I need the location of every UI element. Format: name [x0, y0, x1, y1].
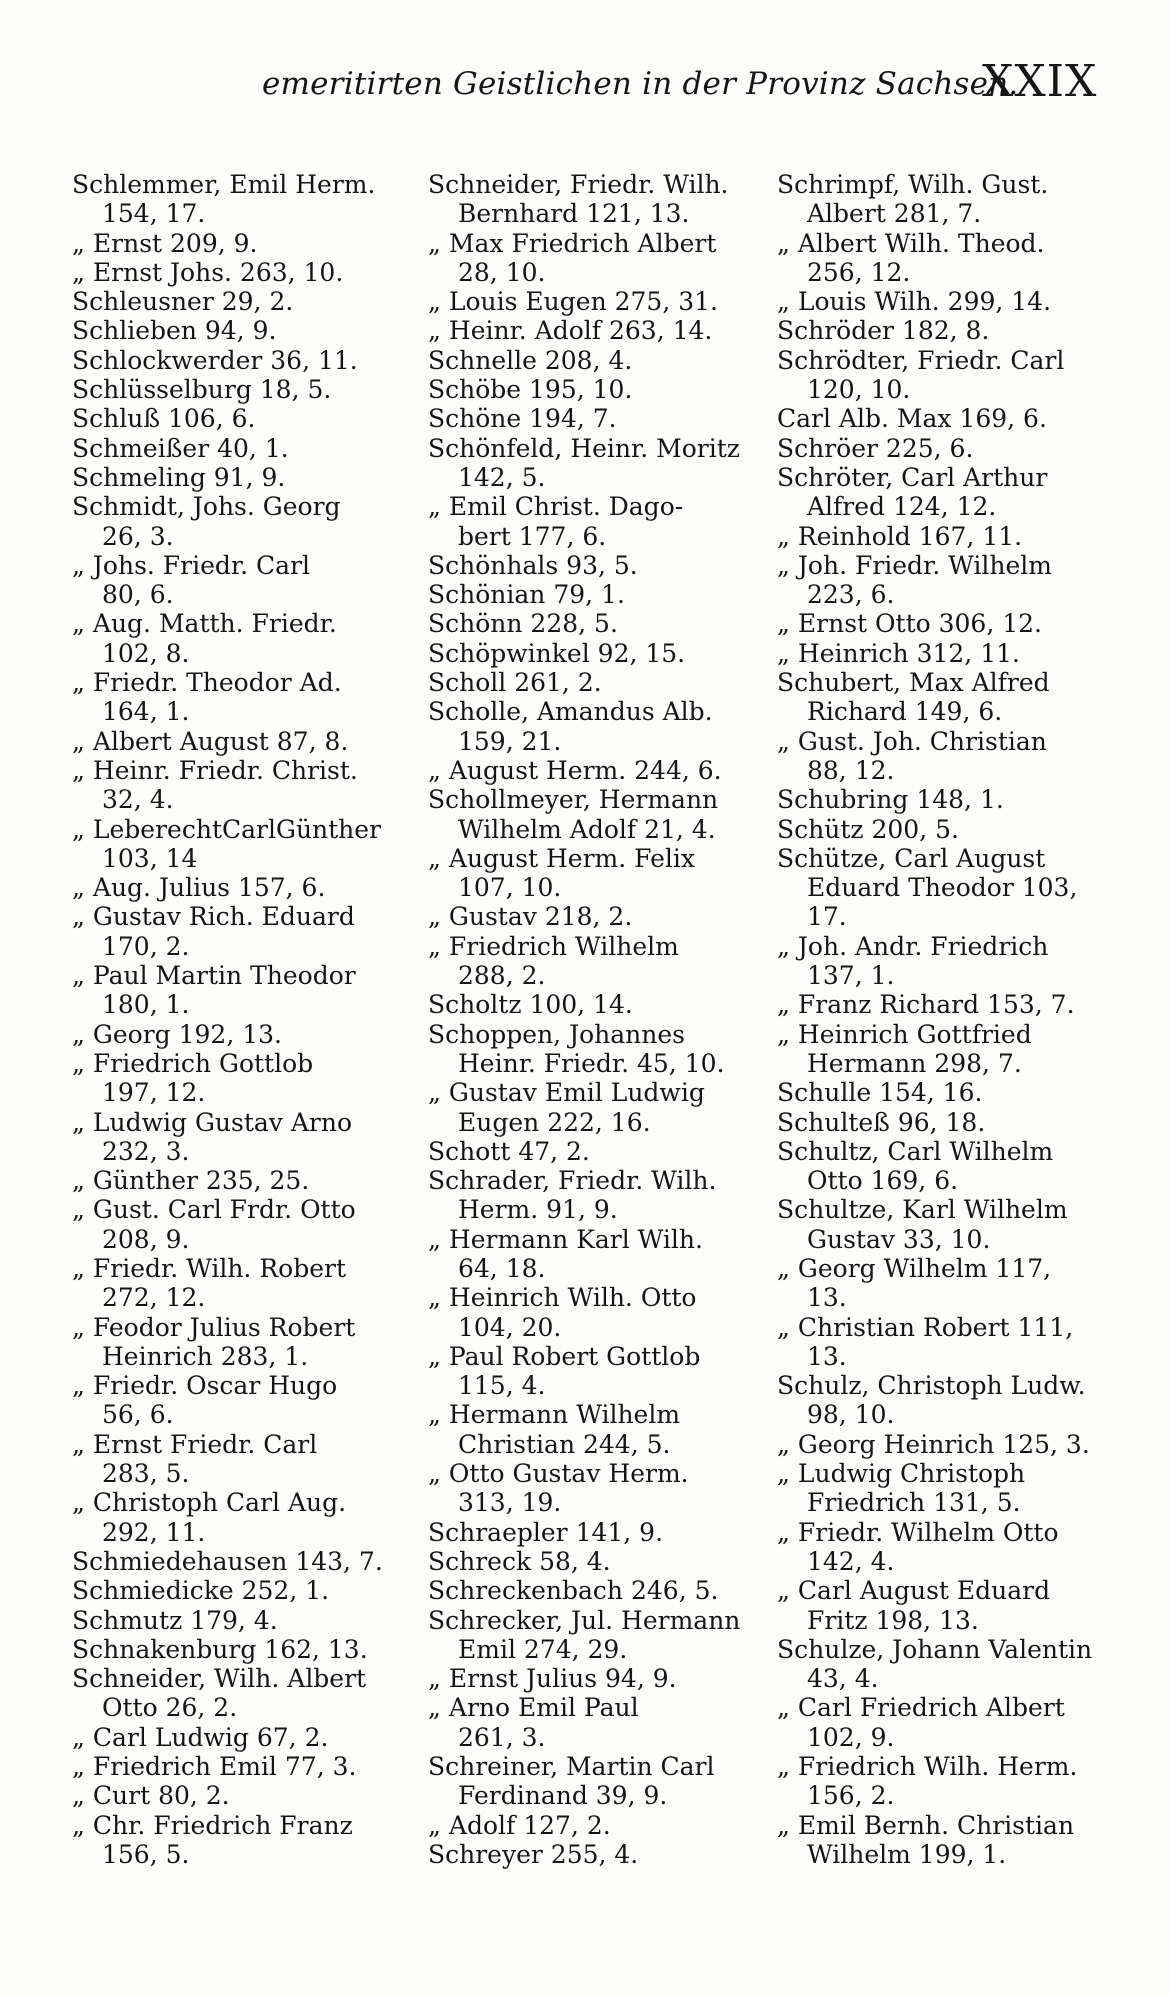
running-title: emeritirten Geistlichen in der Provinz Sachsen.: [262, 66, 1019, 102]
index-entry-continuation: 272, 12.: [102, 1283, 206, 1313]
index-entry: [428, 434, 758, 493]
index-entry-line: Schneider, Friedr. Wilh.: [428, 170, 729, 199]
index-entry: [777, 1195, 1117, 1254]
index-entry-line: Schreckenbach 246, 5.: [428, 1576, 719, 1606]
index-entry-continuation: Bernhard 121, 13.: [458, 199, 690, 229]
index-entry: [72, 1723, 392, 1752]
index-entry: [777, 1752, 1117, 1811]
index-entry-line: „ Friedrich Gottlob: [72, 1048, 314, 1078]
index-entry: [428, 1137, 758, 1166]
index-entry-line: Schmutz 179, 4.: [72, 1605, 278, 1635]
index-entry-line: „ Gustav Rich. Eduard: [72, 902, 355, 932]
index-entry: [777, 815, 1117, 844]
index-entry-line: Schneider, Wilh. Albert: [72, 1664, 367, 1694]
index-entry: [777, 990, 1117, 1019]
index-entry: [777, 844, 1117, 932]
index-entry-continuation: 88, 12.: [807, 755, 895, 785]
index-entry-line: Schröter, Carl Arthur: [777, 462, 1048, 492]
index-entry: [72, 668, 392, 727]
index-entry: [72, 1108, 392, 1167]
index-entry-continuation: 115, 4.: [458, 1371, 546, 1401]
index-entry-line: Schrödter, Friedr. Carl: [777, 345, 1065, 375]
index-entry: [428, 1518, 758, 1547]
index-entry-line: „ Heinrich Gottfried: [777, 1019, 1032, 1049]
index-entry: [72, 346, 392, 375]
index-entry-line: Schollmeyer, Hermann: [428, 785, 719, 815]
index-entry-line: „ Emil Christ. Dago-: [428, 492, 684, 522]
index-entry-line: „ Gustav 218, 2.: [428, 902, 633, 932]
index-entry: [72, 1606, 392, 1635]
index-entry: [72, 1254, 392, 1313]
index-entry-continuation: bert 177, 6.: [458, 521, 607, 551]
index-entry: [428, 170, 758, 229]
index-entry-line: „ Arno Emil Paul: [428, 1693, 639, 1723]
index-entry-line: Schulz, Christoph Ludw.: [777, 1371, 1086, 1401]
index-entry: [428, 346, 758, 375]
index-entry: [428, 580, 758, 609]
index-entry: [777, 1459, 1117, 1518]
index-entry-line: „ Aug. Matth. Friedr.: [72, 609, 337, 639]
index-entry-line: Schlieben 94, 9.: [72, 316, 277, 346]
index-entry-continuation: 98, 10.: [807, 1400, 895, 1430]
index-entry: [777, 1430, 1117, 1459]
index-entry-continuation: 232, 3.: [102, 1136, 190, 1166]
index-entry-line: „ Albert Wilh. Theod.: [777, 228, 1045, 258]
index-entry-line: „ Aug. Julius 157, 6.: [72, 873, 326, 903]
index-entry-continuation: 107, 10.: [458, 873, 562, 903]
index-entry: [428, 668, 758, 697]
index-entry: [72, 1195, 392, 1254]
index-entry-line: „ Gust. Carl Frdr. Otto: [72, 1195, 356, 1225]
index-entry-line: „ LeberechtCarlGünther: [72, 814, 382, 844]
index-entry: [72, 1635, 392, 1664]
index-entry: [428, 229, 758, 288]
index-entry-line: „ Gust. Joh. Christian: [777, 726, 1047, 756]
index-entry: [72, 492, 392, 551]
index-entry-line: „ Reinhold 167, 11.: [777, 521, 1023, 551]
index-entry-continuation: Alfred 124, 12.: [807, 492, 997, 522]
index-entry: [777, 1635, 1117, 1694]
index-entry: [72, 1547, 392, 1576]
index-entry-line: Schleusner 29, 2.: [72, 287, 294, 317]
index-entry-line: Schubring 148, 1.: [777, 785, 1004, 815]
index-entry: [777, 1254, 1117, 1313]
index-entry-line: Schnakenburg 162, 13.: [72, 1634, 368, 1664]
index-column-1: [72, 170, 392, 1869]
index-entry: [72, 316, 392, 345]
index-entry-continuation: Hermann 298, 7.: [807, 1048, 1022, 1078]
index-entry-line: „ Friedrich Emil 77, 3.: [72, 1752, 357, 1782]
index-entry-line: „ Otto Gustav Herm.: [428, 1459, 689, 1489]
index-entry: [428, 1752, 758, 1811]
index-entry-line: „ Joh. Andr. Friedrich: [777, 931, 1049, 961]
index-entry: [72, 463, 392, 492]
index-entry-line: Schoppen, Johannes: [428, 1019, 685, 1049]
index-entry: [428, 1166, 758, 1225]
index-entry: [72, 1664, 392, 1723]
index-entry-line: „ Hermann Wilhelm: [428, 1400, 681, 1430]
index-entry: [428, 1400, 758, 1459]
index-entry-line: Schluß 106, 6.: [72, 404, 256, 434]
index-entry-line: „ Paul Martin Theodor: [72, 961, 356, 991]
index-entry: [428, 1342, 758, 1401]
index-entry-line: Scholtz 100, 14.: [428, 990, 633, 1020]
index-entry: [428, 639, 758, 668]
index-entry: [428, 1693, 758, 1752]
index-entry-continuation: Herm. 91, 9.: [458, 1195, 618, 1225]
index-entry-line: „ Feodor Julius Robert: [72, 1312, 356, 1342]
index-entry: [72, 1313, 392, 1372]
index-entry-line: Schultz, Carl Wilhelm: [777, 1136, 1054, 1166]
index-entry-line: „ Franz Richard 153, 7.: [777, 990, 1075, 1020]
index-entry: [777, 1371, 1117, 1430]
index-entry: [777, 668, 1117, 727]
index-entry: [72, 1020, 392, 1049]
index-entry-line: Schmiedicke 252, 1.: [72, 1576, 330, 1606]
index-entry-continuation: 56, 6.: [102, 1400, 174, 1430]
index-entry: [72, 1488, 392, 1547]
index-entry-continuation: 292, 11.: [102, 1517, 206, 1547]
index-entry: [428, 1547, 758, 1576]
index-entry-continuation: Heinrich 283, 1.: [102, 1341, 309, 1371]
index-entry-line: „ Ludwig Christoph: [777, 1459, 1026, 1489]
index-entry-line: „ Adolf 127, 2.: [428, 1810, 611, 1840]
index-entry: [72, 609, 392, 668]
index-entry: [428, 756, 758, 785]
index-entry-line: Scholle, Amandus Alb.: [428, 697, 713, 727]
index-entry-continuation: 17.: [807, 902, 847, 932]
index-entry-line: Schubert, Max Alfred: [777, 668, 1050, 698]
page-number: XXIX: [982, 56, 1098, 107]
index-entry-line: „ Friedrich Wilh. Herm.: [777, 1752, 1078, 1782]
index-entry: [72, 1811, 392, 1870]
index-entry-continuation: 197, 12.: [102, 1078, 206, 1108]
index-entry: [72, 1371, 392, 1430]
index-entry-line: „ Ernst Julius 94, 9.: [428, 1664, 677, 1694]
index-entry: [72, 1430, 392, 1489]
index-entry-line: „ Friedr. Theodor Ad.: [72, 668, 342, 698]
index-entry-line: „ Carl August Eduard: [777, 1576, 1051, 1606]
index-entry: [777, 551, 1117, 610]
index-entry-line: „ Emil Bernh. Christian: [777, 1810, 1075, 1840]
index-entry-continuation: Gustav 33, 10.: [807, 1224, 991, 1254]
index-entry: [72, 1781, 392, 1810]
index-entry-line: Schröder 182, 8.: [777, 316, 990, 346]
index-entry-line: „ August Herm. 244, 6.: [428, 755, 722, 785]
index-entry-line: „ Albert August 87, 8.: [72, 726, 349, 756]
index-entry: [777, 1078, 1117, 1107]
index-entry-line: „ Joh. Friedr. Wilhelm: [777, 550, 1052, 580]
index-entry-continuation: 103, 14: [102, 843, 198, 873]
index-entry-line: Carl Alb. Max 169, 6.: [777, 404, 1047, 434]
index-entry: [428, 1606, 758, 1665]
index-entry-continuation: Otto 26, 2.: [102, 1693, 238, 1723]
index-entry-continuation: Heinr. Friedr. 45, 10.: [458, 1048, 725, 1078]
index-entry: [72, 873, 392, 902]
index-entry-line: Schöpwinkel 92, 15.: [428, 638, 686, 668]
index-entry: [428, 1283, 758, 1342]
index-entry-continuation: 142, 5.: [458, 462, 546, 492]
index-entry-line: Schreyer 255, 4.: [428, 1839, 639, 1869]
index-entry: [777, 170, 1117, 229]
index-entry: [777, 404, 1117, 433]
index-entry-line: „ Ernst 209, 9.: [72, 228, 258, 258]
index-entry: [777, 1576, 1117, 1635]
index-entry-continuation: 288, 2.: [458, 961, 546, 991]
index-entry: [428, 1020, 758, 1079]
index-entry-line: „ Georg Wilhelm 117,: [777, 1253, 1052, 1283]
index-entry-continuation: Christian 244, 5.: [458, 1429, 671, 1459]
index-entry-continuation: 156, 2.: [807, 1781, 895, 1811]
index-entry: [428, 1459, 758, 1518]
index-entry: [428, 551, 758, 580]
index-entry-line: „ Paul Robert Gottlob: [428, 1341, 701, 1371]
index-entry: [428, 1078, 758, 1137]
index-entry: [428, 404, 758, 433]
index-entry: [428, 287, 758, 316]
index-entry: [428, 697, 758, 756]
index-entry-line: „ Ludwig Gustav Arno: [72, 1107, 353, 1137]
index-entry: [72, 961, 392, 1020]
index-entry-line: „ Hermann Karl Wilh.: [428, 1224, 703, 1254]
index-entry: [428, 990, 758, 1019]
index-entry-line: „ Georg 192, 13.: [72, 1019, 282, 1049]
index-entry-continuation: 223, 6.: [807, 580, 895, 610]
index-entry-continuation: Fritz 198, 13.: [807, 1605, 979, 1635]
index-entry-continuation: 28, 10.: [458, 257, 546, 287]
index-entry: [428, 316, 758, 345]
index-entry-line: „ Chr. Friedrich Franz: [72, 1810, 353, 1840]
index-entry: [72, 902, 392, 961]
index-entry-line: Schmeißer 40, 1.: [72, 433, 289, 463]
index-entry-line: Schlüsselburg 18, 5.: [72, 375, 332, 405]
index-entry-continuation: 26, 3.: [102, 521, 174, 551]
index-entry-line: „ Johs. Friedr. Carl: [72, 550, 310, 580]
index-entry: [777, 316, 1117, 345]
index-entry-line: Schütze, Carl August: [777, 843, 1046, 873]
index-entry-continuation: 170, 2.: [102, 931, 190, 961]
index-entry: [777, 727, 1117, 786]
index-entry-line: Schrimpf, Wilh. Gust.: [777, 170, 1049, 199]
index-entry: [72, 815, 392, 874]
index-entry: [777, 229, 1117, 288]
index-entry-continuation: 80, 6.: [102, 580, 174, 610]
page-header: [0, 56, 1170, 116]
index-entry-continuation: 154, 17.: [102, 199, 206, 229]
index-entry-line: Schmiedehausen 143, 7.: [72, 1546, 383, 1576]
index-entry-continuation: Richard 149, 6.: [807, 697, 1003, 727]
index-entry: [777, 1313, 1117, 1372]
index-entry: [72, 404, 392, 433]
index-entry-line: Schulle 154, 16.: [777, 1078, 983, 1108]
index-entry-line: Schütz 200, 5.: [777, 814, 959, 844]
index-entry: [72, 1576, 392, 1605]
index-entry-line: Schöbe 195, 10.: [428, 375, 633, 405]
index-entry-continuation: Wilhelm 199, 1.: [807, 1839, 1007, 1869]
index-entry-line: Schreiner, Martin Carl: [428, 1752, 715, 1782]
index-entry-line: Schönn 228, 5.: [428, 609, 618, 639]
index-entry-line: Schraepler 141, 9.: [428, 1517, 664, 1547]
index-entry-continuation: Albert 281, 7.: [807, 199, 982, 229]
index-entry-line: „ Heinrich 312, 11.: [777, 638, 1020, 668]
index-entry-continuation: 208, 9.: [102, 1224, 190, 1254]
index-entry-continuation: Wilhelm Adolf 21, 4.: [458, 814, 716, 844]
index-entry-line: „ Friedrich Wilhelm: [428, 931, 679, 961]
index-entry-line: „ Louis Eugen 275, 31.: [428, 287, 718, 317]
index-entry-line: Schöne 194, 7.: [428, 404, 617, 434]
index-entry-line: „ Curt 80, 2.: [72, 1781, 230, 1811]
index-entry-continuation: 137, 1.: [807, 961, 895, 991]
index-entry-continuation: 120, 10.: [807, 375, 911, 405]
index-entry-continuation: Ferdinand 39, 9.: [458, 1781, 668, 1811]
index-entry-line: „ August Herm. Felix: [428, 843, 695, 873]
index-entry: [72, 1752, 392, 1781]
index-entry-line: Schönfeld, Heinr. Moritz: [428, 433, 740, 463]
index-entry: [72, 170, 392, 229]
index-entry: [428, 375, 758, 404]
index-entry: [777, 434, 1117, 463]
index-entry-continuation: Emil 274, 29.: [458, 1634, 628, 1664]
index-entry-continuation: Eduard Theodor 103,: [807, 873, 1078, 903]
index-entry-continuation: 283, 5.: [102, 1459, 190, 1489]
index-entry-continuation: 164, 1.: [102, 697, 190, 727]
index-entry-line: „ Carl Ludwig 67, 2.: [72, 1722, 329, 1752]
index-column-3: [777, 170, 1117, 1869]
index-entry: [72, 1166, 392, 1195]
index-entry-line: „ Christoph Carl Aug.: [72, 1488, 347, 1518]
index-entry: [72, 287, 392, 316]
index-entry-continuation: 313, 19.: [458, 1488, 562, 1518]
index-entry-line: Schrader, Friedr. Wilh.: [428, 1166, 717, 1196]
index-entry-line: Schlemmer, Emil Herm.: [72, 170, 376, 199]
index-entry: [72, 551, 392, 610]
index-entry-continuation: 156, 5.: [102, 1839, 190, 1869]
index-entry-line: Schrecker, Jul. Hermann: [428, 1605, 741, 1635]
index-entry: [777, 639, 1117, 668]
index-entry-continuation: 142, 4.: [807, 1546, 895, 1576]
index-entry: [777, 1108, 1117, 1137]
index-entry-continuation: 13.: [807, 1341, 847, 1371]
index-entry: [72, 727, 392, 756]
index-entry: [428, 902, 758, 931]
index-entry-line: „ Ernst Friedr. Carl: [72, 1429, 318, 1459]
index-entry: [777, 932, 1117, 991]
index-entry: [777, 463, 1117, 522]
index-entry-line: „ Ernst Otto 306, 12.: [777, 609, 1042, 639]
index-entry-line: „ Louis Wilh. 299, 14.: [777, 287, 1052, 317]
index-entry-continuation: 256, 12.: [807, 257, 911, 287]
index-entry-line: Scholl 261, 2.: [428, 668, 602, 698]
index-entry: [428, 785, 758, 844]
index-entry: [428, 1811, 758, 1840]
index-entry: [428, 1840, 758, 1869]
index-entry: [777, 785, 1117, 814]
index-column-2: [428, 170, 758, 1869]
index-entry: [428, 492, 758, 551]
index-entry-continuation: 43, 4.: [807, 1664, 879, 1694]
index-entry-line: „ Friedr. Oscar Hugo: [72, 1371, 338, 1401]
index-entry-line: Schnelle 208, 4.: [428, 345, 633, 375]
index-entry-continuation: 180, 1.: [102, 990, 190, 1020]
index-entry-continuation: 261, 3.: [458, 1722, 546, 1752]
index-entry-line: „ Friedr. Wilhelm Otto: [777, 1517, 1059, 1547]
index-entry: [72, 434, 392, 463]
index-entry: [72, 756, 392, 815]
index-entry: [72, 375, 392, 404]
index-entry: [72, 229, 392, 258]
index-entry-line: Schönian 79, 1.: [428, 580, 625, 610]
index-entry-line: „ Ernst Johs. 263, 10.: [72, 257, 344, 287]
index-entry-line: Schulteß 96, 18.: [777, 1107, 986, 1137]
index-entry-line: „ Heinr. Adolf 263, 14.: [428, 316, 713, 346]
index-entry-line: Schlockwerder 36, 11.: [72, 345, 358, 375]
index-entry: [72, 1049, 392, 1108]
index-entry-line: „ Gustav Emil Ludwig: [428, 1078, 705, 1108]
index-entry: [428, 1576, 758, 1605]
index-entry-continuation: 13.: [807, 1283, 847, 1313]
index-entry: [777, 346, 1117, 405]
index-entry: [777, 1020, 1117, 1079]
index-entry: [777, 1693, 1117, 1752]
index-entry-continuation: 32, 4.: [102, 785, 174, 815]
index-entry-continuation: Eugen 222, 16.: [458, 1107, 651, 1137]
index-entry: [777, 609, 1117, 638]
index-entry-line: Schulze, Johann Valentin: [777, 1634, 1093, 1664]
index-entry: [428, 1225, 758, 1284]
index-entry-continuation: 159, 21.: [458, 726, 562, 756]
index-entry-continuation: 102, 8.: [102, 638, 190, 668]
index-entry-line: „ Christian Robert 111,: [777, 1312, 1074, 1342]
index-entry: [428, 609, 758, 638]
index-entry: [777, 287, 1117, 316]
index-entry-line: Schreck 58, 4.: [428, 1546, 611, 1576]
index-entry-continuation: Otto 169, 6.: [807, 1166, 959, 1196]
index-entry-continuation: 64, 18.: [458, 1253, 546, 1283]
index-entry-line: „ Max Friedrich Albert: [428, 228, 717, 258]
index-entry: [428, 932, 758, 991]
index-entry-line: „ Heinrich Wilh. Otto: [428, 1283, 697, 1313]
index-entry: [777, 1137, 1117, 1196]
index-entry: [428, 844, 758, 903]
index-entry-line: Schönhals 93, 5.: [428, 550, 638, 580]
index-entry-line: Schott 47, 2.: [428, 1136, 590, 1166]
index-entry-continuation: Friedrich 131, 5.: [807, 1488, 1021, 1518]
index-entry: [777, 1518, 1117, 1577]
index-entry-line: „ Heinr. Friedr. Christ.: [72, 755, 358, 785]
index-entry-line: Schröer 225, 6.: [777, 433, 974, 463]
index-entry: [777, 522, 1117, 551]
index-entry-line: „ Georg Heinrich 125, 3.: [777, 1429, 1090, 1459]
index-entry-continuation: 104, 20.: [458, 1312, 562, 1342]
index-entry-line: „ Günther 235, 25.: [72, 1166, 310, 1196]
index-entry-line: Schultze, Karl Wilhelm: [777, 1195, 1068, 1225]
index-entry: [777, 1811, 1117, 1870]
index-entry-line: „ Carl Friedrich Albert: [777, 1693, 1065, 1723]
index-entry-line: Schmidt, Johs. Georg: [72, 492, 341, 522]
index-entry-line: Schmeling 91, 9.: [72, 462, 286, 492]
index-entry-line: „ Friedr. Wilh. Robert: [72, 1253, 346, 1283]
index-entry: [428, 1664, 758, 1693]
index-entry: [72, 258, 392, 287]
index-entry-continuation: 102, 9.: [807, 1722, 895, 1752]
